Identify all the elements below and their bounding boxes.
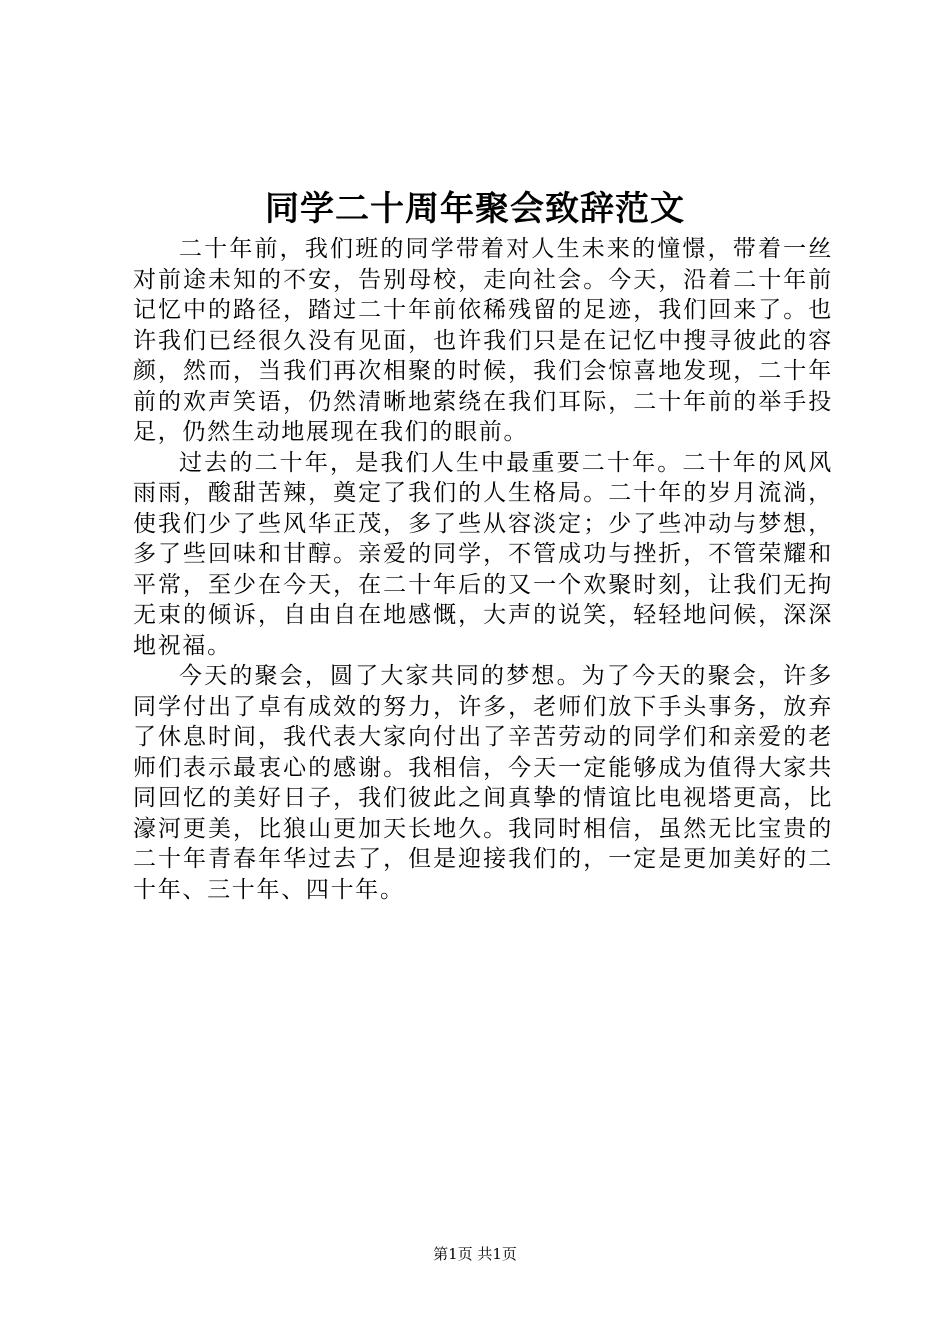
paragraph-1: 二十年前，我们班的同学带着对人生未来的憧憬，带着一丝对前途未知的不安，告别母校，走向社会。今天，沿着二十年前记忆中的路径，踏过二十年前依稀残留的足迹，我们回来了。也许我们已经很久没有见面，也许我们只是在记忆中搜寻彼此的容颜，然而，当我们再次相聚的时候，我们会惊喜地发现，二十年前的欢声笑语，仍然清晰地萦绕在我们耳际，二十年前的举手投足，仍然生动地展现在我们的眼前。 — [133, 236, 833, 445]
page-footer: 第1页 共1页 — [433, 1245, 517, 1263]
page-title: 同学二十周年聚会致辞范文 — [265, 189, 685, 229]
paragraph-3: 今天的聚会，圆了大家共同的梦想。为了今天的聚会，许多同学付出了卓有成效的努力，许多，老师们放下手头事务，放弃了休息时间，我代表大家向付出了辛苦劳动的同学们和亲爱的老师们表示最衷心的感谢。我相信，今天一定能够成为值得大家共同回忆的美好日子，我们彼此之间真挚的情谊比电视塔更高，比濠河更美，比狼山更加天长地久。我同时相信，虽然无比宝贵的二十年青春年华过去了，但是迎接我们的，一定是更加美好的二十年、三十年、四十年。 — [133, 663, 833, 903]
document-body — [133, 234, 833, 905]
paragraph-2: 过去的二十年，是我们人生中最重要二十年。二十年的风风雨雨，酸甜苦辣，奠定了我们的人生格局。二十年的岁月流淌，使我们少了些风华正茂，多了些从容淡定；少了些冲动与梦想，多了些回味和甘醇。亲爱的同学，不管成功与挫折，不管荣耀和平常，至少在今天，在二十年后的又一个欢聚时刻，让我们无拘无束的倾诉，自由自在地感慨，大声的说笑，轻轻地问候，深深地祝福。 — [133, 449, 833, 659]
